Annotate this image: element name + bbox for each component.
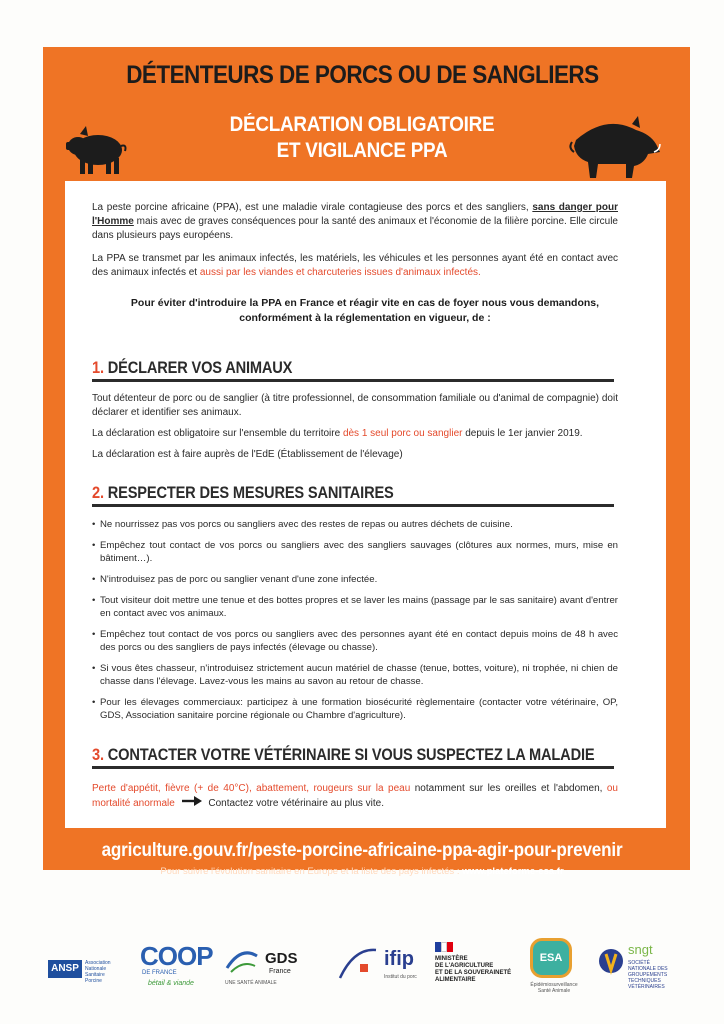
sngtv-logo bbox=[598, 938, 678, 998]
ministry-line: DE L'AGRICULTURE bbox=[435, 963, 494, 969]
section-1-heading bbox=[92, 358, 614, 382]
page-subtitle: DÉCLARATION OBLIGATOIRE ET VIGILANCE PPA bbox=[229, 113, 495, 162]
footer-info-line bbox=[60, 866, 664, 877]
text-segment: aussi par les viandes et charcuteries issues d'animaux infectés. bbox=[199, 267, 481, 278]
ifip-swoosh-icon bbox=[338, 946, 378, 982]
ministry-line: ALIMENTAIRE bbox=[435, 977, 476, 983]
text-segment: La déclaration est à faire auprès de l'EdE (Établissement de l'élevage) bbox=[92, 449, 403, 460]
measures-list bbox=[92, 518, 618, 722]
coop-de-france-logo bbox=[140, 938, 213, 998]
section-3-heading bbox=[92, 745, 614, 769]
esa-platform-link[interactable]: www.plateforme-esa.fr bbox=[462, 866, 564, 877]
section-number: 3. bbox=[92, 745, 104, 764]
text-segment: depuis le 1er janvier 2019. bbox=[462, 428, 583, 439]
symptoms-paragraph bbox=[92, 782, 618, 811]
list-item: • Si vous êtes chasseur, n'introduisez strictement aucun matériel de chasse (tenue, bottes, voiture), ni trophée, ni chien de chasse dans l'élevage. Lavez-vous les mains au savon au retour de chasse. bbox=[92, 662, 618, 688]
text-segment: Perte d'appétit, fièvre (+ de 40°C), abattement, rougeurs sur la peau bbox=[92, 783, 411, 794]
gds-logo-sub: France bbox=[269, 968, 291, 975]
pig-icon bbox=[66, 124, 128, 178]
section-title: RESPECTER DES MESURES SANITAIRES bbox=[107, 483, 394, 502]
list-item: • N'introduisez pas de porc ou sanglier venant d'une zone infectée. bbox=[92, 573, 618, 586]
page-title: DÉTENTEURS DE PORCS OU DE SANGLIERS bbox=[126, 61, 599, 89]
sngtv-logo-mark: sngt bbox=[628, 942, 653, 957]
esa-logo bbox=[526, 938, 586, 998]
gds-france-logo bbox=[225, 938, 320, 998]
gds-logo-mark: GDS bbox=[265, 950, 298, 967]
section-rule bbox=[92, 379, 614, 382]
text-segment: Tout détenteur de porc ou de sanglier (à titre professionnel, de consommation familiale ou d'animal de compagnie) doit déclarer et identifier ses animaux. bbox=[92, 393, 618, 418]
campaign-url-link[interactable]: agriculture.gouv.fr/peste-porcine-africaine-ppa-agir-pour-prevenir bbox=[101, 840, 623, 861]
text-segment: mais avec de graves conséquences pour la santé des animaux et l'économie de la filière porcine. Elle circule dans plusieurs pays européens. bbox=[92, 216, 618, 241]
coop-logo-mark: COOP bbox=[140, 941, 213, 971]
text-segment: sans danger pour l'Homme bbox=[92, 202, 618, 227]
ifip-logo-sub: Institut du porc bbox=[384, 974, 417, 980]
section-1-paragraph-2 bbox=[92, 427, 618, 441]
intro-paragraph-1 bbox=[92, 201, 618, 243]
list-item: • Pour les élevages commerciaux: participez à une formation biosécurité règlementaire (contacter votre vétérinaire, OP, GDS, Association sanitaire porcine régionale ou Chambre d'agriculture). bbox=[92, 696, 618, 722]
ministry-line: ET DE LA SOUVERAINETÉ bbox=[435, 970, 512, 976]
list-item: • Empêchez tout contact de vos porcs ou sangliers avec des personnes ayant été en contact depuis moins de 48 h avec des porcs ou des sangliers de pays infectés (élevage ou chasse). bbox=[92, 628, 618, 654]
section-1-paragraph-1 bbox=[92, 392, 618, 420]
ansp-logo-text: Association Nationale Sanitaire Porcine bbox=[85, 960, 111, 984]
text-segment: notamment sur les oreilles et l'abdomen, bbox=[410, 783, 607, 794]
section-2-heading bbox=[92, 483, 614, 507]
flag-red bbox=[447, 942, 453, 952]
call-to-action: Pour éviter d'introduire la PPA en France et réagir vite en cas de foyer nous vous demandons, conformément à la réglementation en vigueur, de : bbox=[130, 297, 600, 324]
ministry-logo-text bbox=[435, 956, 511, 984]
ansp-logo-mark: ANSP bbox=[48, 960, 82, 978]
wild-boar-icon bbox=[568, 116, 664, 182]
list-item: • Ne nourrissez pas vos porcs ou sangliers avec des restes de repas ou autres déchets de cuisine. bbox=[92, 518, 618, 531]
sngtv-emblem-icon bbox=[598, 946, 624, 976]
section-title: CONTACTER VOTRE VÉTÉRINAIRE SI VOUS SUSPECTEZ LA MALADIE bbox=[107, 745, 595, 764]
gds-logo-tag: UNE SANTÉ ANIMALE bbox=[225, 980, 277, 986]
intro-paragraph-2 bbox=[92, 252, 618, 280]
text-segment: La déclaration est obligatoire sur l'ensemble du territoire bbox=[92, 428, 343, 439]
section-number: 2. bbox=[92, 483, 104, 502]
coop-logo-tag: bétail & viande bbox=[148, 980, 194, 987]
coop-logo-sub: DE FRANCE bbox=[142, 970, 177, 976]
text-segment: ou mortalité anormale bbox=[92, 783, 618, 810]
ifip-logo-mark: ifip bbox=[384, 948, 414, 970]
section-rule bbox=[92, 504, 614, 507]
gds-swoosh-icon bbox=[225, 948, 259, 976]
sngtv-logo-text: SOCIÉTÉ NATIONALE DES GROUPEMENTS TECHNIQUES VÉTÉRINAIRES bbox=[628, 960, 668, 990]
text-segment: La PPA se transmet par les animaux infectés, les matériels, les véhicules et les personnes ayant été en contact avec des animaux infectés et bbox=[92, 253, 618, 278]
ministry-line: MINISTÈRE bbox=[435, 956, 468, 962]
ministry-logo bbox=[435, 938, 520, 998]
text-segment: dès 1 seul porc ou sanglier bbox=[342, 428, 463, 439]
esa-logo-mark: ESA bbox=[530, 938, 572, 978]
list-item: • Empêchez tout contact de vos porcs ou sangliers avec des sangliers sauvages (clôtures aux normes, murs, mise en bâtiment…). bbox=[92, 539, 618, 565]
section-rule bbox=[92, 766, 614, 769]
section-1-paragraph-3 bbox=[92, 448, 618, 462]
call-vet-text: Contactez votre vétérinaire au plus vite. bbox=[208, 798, 385, 810]
ansp-logo bbox=[48, 938, 120, 998]
arrow-right-icon bbox=[182, 796, 202, 811]
section-number: 1. bbox=[92, 358, 104, 377]
section-title: DÉCLARER VOS ANIMAUX bbox=[107, 358, 293, 377]
list-item: • Tout visiteur doit mettre une tenue et des bottes propres et se laver les mains (passage par le sas sanitaire) avant d'entrer en contact avec vos animaux. bbox=[92, 594, 618, 620]
footer-info-text: Pour suivre l'évolution sanitaire en Europe et la liste des pays infectés : bbox=[160, 866, 463, 877]
text-segment: La peste porcine africaine (PPA), est une maladie virale contagieuse des porcs et des sangliers, bbox=[92, 202, 533, 213]
ifip-logo bbox=[338, 938, 433, 998]
esa-logo-text: Épidémiosurveillance Santé Animale bbox=[530, 982, 578, 994]
